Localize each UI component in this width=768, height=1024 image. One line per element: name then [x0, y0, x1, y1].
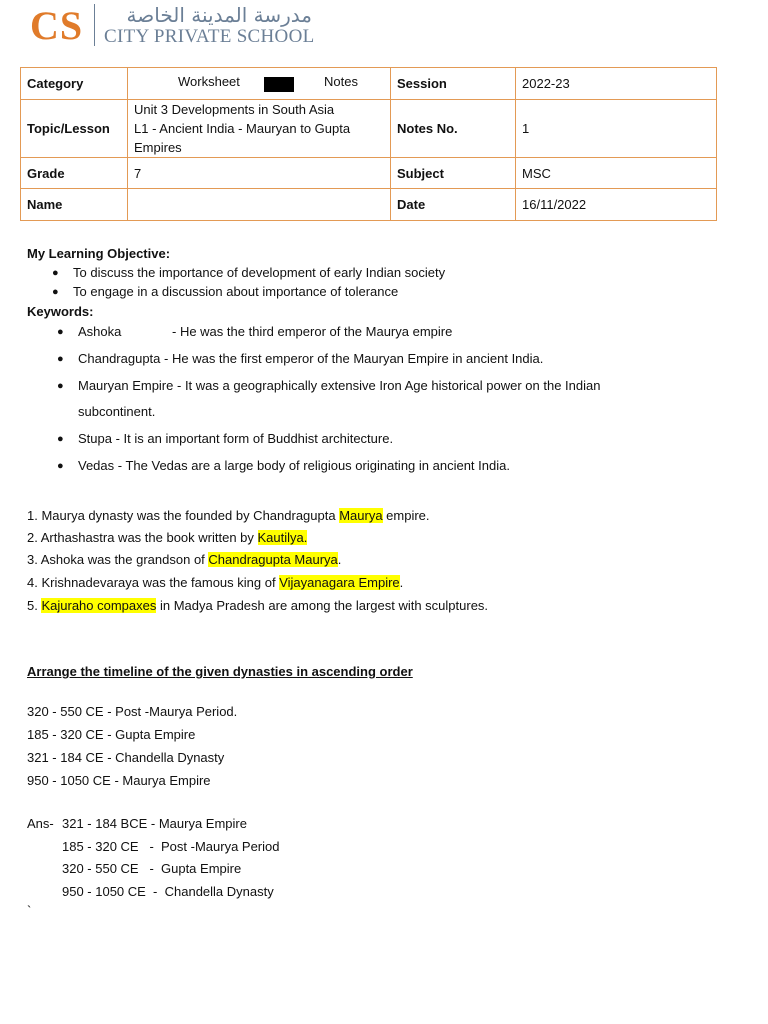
- fact-text: empire.: [382, 508, 430, 523]
- logo-divider: [94, 4, 95, 46]
- fact-highlight: Maurya: [339, 508, 383, 523]
- stray-mark: `: [27, 903, 32, 918]
- grade-value: 7: [128, 158, 391, 189]
- answer-prefix: Ans-: [27, 816, 54, 831]
- fact-text: 4. Krishnadevaraya was the famous king of: [27, 575, 280, 590]
- subject-label: Subject: [391, 158, 516, 189]
- timeline-given-item: 185 - 320 CE - Gupta Empire: [27, 727, 196, 742]
- bullet-icon: ●: [52, 286, 59, 298]
- keyword-term: Ashoka: [78, 324, 122, 339]
- school-name-english: CITY PRIVATE SCHOOL: [104, 26, 315, 47]
- bullet-icon: ●: [57, 380, 64, 392]
- fact-highlight: Kajuraho compaxes: [41, 598, 157, 613]
- timeline-heading: Arrange the timeline of the given dynasties in ascending order: [27, 664, 413, 679]
- keyword-definition: - The Vedas are a large body of religious originating in ancient India.: [117, 458, 510, 473]
- category-label: Category: [21, 68, 128, 100]
- topic-line: Unit 3 Developments in South Asia: [134, 102, 335, 117]
- grade-label: Grade: [21, 158, 128, 189]
- fact-text: 1. Maurya dynasty was the founded by Chandragupta: [27, 508, 340, 523]
- keyword-entry: [78, 430, 393, 448]
- keyword-entry: [78, 350, 543, 368]
- keyword-definition: - It was a geographically extensive Iron Age historical power on the Indian: [177, 378, 601, 393]
- objective-item: To discuss the importance of development of early Indian society: [73, 265, 446, 280]
- keyword-term: Mauryan Empire: [78, 378, 174, 393]
- keywords-heading: Keywords:: [27, 304, 94, 319]
- fact-highlight: Vijayanagara Empire: [279, 575, 400, 590]
- keyword-term: Chandragupta: [78, 351, 161, 366]
- bullet-icon: ●: [57, 460, 64, 472]
- timeline-answer-item: 950 - 1050 CE - Chandella Dynasty: [62, 884, 274, 899]
- timeline-given-item: 320 - 550 CE - Post -Maurya Period.: [27, 704, 238, 719]
- fact-highlight: Kautilya.: [257, 530, 308, 545]
- fact-text: .: [399, 575, 404, 590]
- fact-text: 2. Arthashastra was the book written by: [27, 530, 258, 545]
- fact-item: [27, 529, 307, 547]
- fact-text: .: [337, 552, 342, 567]
- fact-item: [27, 507, 430, 525]
- bullet-icon: ●: [52, 267, 59, 279]
- timeline-given-item: 950 - 1050 CE - Maurya Empire: [27, 773, 211, 788]
- keyword-definition-continued: subcontinent.: [78, 404, 156, 419]
- bullet-icon: ●: [57, 326, 64, 338]
- topic-line: L1 - Ancient India - Mauryan to Gupta: [134, 121, 351, 136]
- fact-text: 5.: [27, 598, 42, 613]
- bullet-icon: ●: [57, 353, 64, 365]
- date-value: 16/11/2022: [516, 189, 717, 221]
- session-label: Session: [391, 68, 516, 100]
- date-label: Date: [391, 189, 516, 221]
- keyword-definition: - It is an important form of Buddhist architecture.: [115, 431, 394, 446]
- keyword-definition: - He was the first emperor of the Mauryan Empire in ancient India.: [164, 351, 544, 366]
- bullet-icon: ●: [57, 433, 64, 445]
- category-worksheet: Worksheet: [178, 74, 240, 89]
- objective-item: To engage in a discussion about importance of tolerance: [73, 284, 399, 299]
- school-name-arabic: مدرسة المدينة الخاصة: [126, 3, 312, 27]
- keyword-term: Vedas: [78, 458, 115, 473]
- notes-no-label: Notes No.: [391, 100, 516, 158]
- keyword-term: Stupa: [78, 431, 112, 446]
- info-table: [20, 67, 717, 221]
- subject-value: MSC: [516, 158, 717, 189]
- keyword-definition: - He was the third emperor of the Maurya empire: [172, 324, 453, 339]
- fact-text: in Madya Pradesh are among the largest with sculptures.: [156, 598, 489, 613]
- timeline-answer-item: 320 - 550 CE - Gupta Empire: [62, 861, 242, 876]
- name-label: Name: [21, 189, 128, 221]
- fact-highlight: Chandragupta Maurya: [208, 552, 338, 567]
- timeline-answer-item: 185 - 320 CE - Post -Maurya Period: [62, 839, 280, 854]
- redaction-box: [264, 77, 294, 92]
- topic-label: Topic/Lesson: [21, 100, 128, 158]
- timeline-answer-item: 321 - 184 BCE - Maurya Empire: [62, 816, 247, 831]
- keyword-entry: [78, 457, 510, 475]
- fact-item: [27, 574, 403, 592]
- name-value[interactable]: [128, 189, 391, 221]
- fact-item: [27, 597, 488, 615]
- notes-no-value: 1: [516, 100, 717, 158]
- timeline-given-item: 321 - 184 CE - Chandella Dynasty: [27, 750, 225, 765]
- topic-value: [128, 100, 391, 158]
- fact-item: [27, 551, 341, 569]
- school-logo-letters: CS: [30, 3, 84, 48]
- objectives-heading: My Learning Objective:: [27, 246, 171, 261]
- session-value: 2022-23: [516, 68, 717, 100]
- fact-text: 3. Ashoka was the grandson of: [27, 552, 209, 567]
- category-value: [128, 68, 391, 100]
- keyword-entry: [78, 377, 600, 395]
- topic-line: Empires: [134, 140, 182, 155]
- category-notes: Notes: [324, 74, 358, 89]
